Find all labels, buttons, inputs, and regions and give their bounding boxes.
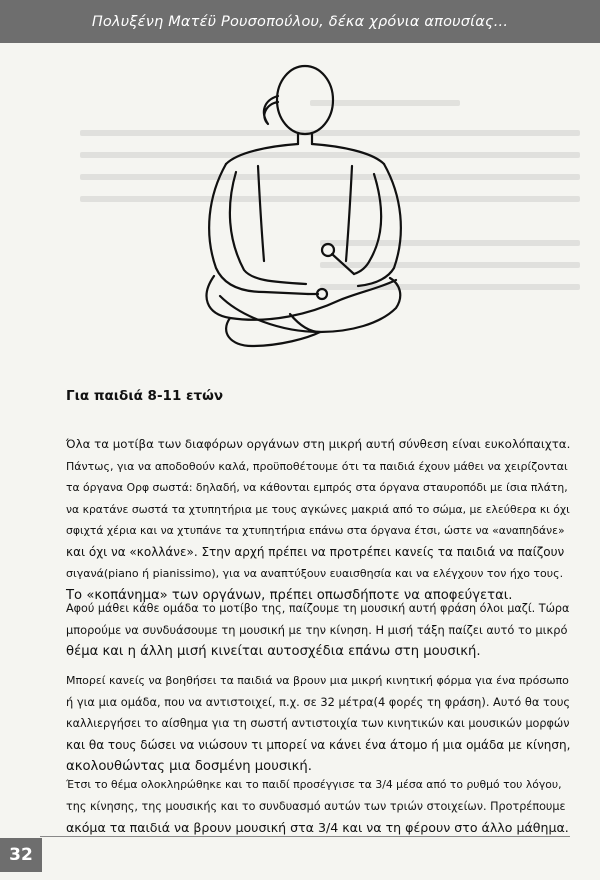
paragraph-line: να κρατάνε σωστά τα χτυπητήρια με τους αγκώνες μακριά από το σώμα, με ελεύθερα κι όχι <box>66 502 570 516</box>
paragraph-line: καλλιεργήσει το αίσθημα για τη σωστή αντιστοιχία των κινητικών και μουσικών μορφών <box>66 717 570 730</box>
seated-child-with-mallets-drawing-icon <box>190 56 420 356</box>
paragraph-2 <box>66 598 570 663</box>
running-header <box>0 0 600 43</box>
paragraph-line: Όλα τα μοτίβα των διαφόρων οργάνων στη μικρή αυτή σύνθεση είναι ευκολόπαιχτα. <box>66 437 571 451</box>
paragraph-line: σιγανά(piano ή pianissimo), για να αναπτύξουν ευαισθησία και να ελέγχουν τον ήχο τους. <box>66 567 564 580</box>
paragraph-line: ή για μια ομάδα, που να αντιστοιχεί, π.χ. σε 32 μέτρα(4 φορές τη φράση). Αυτό θα τους <box>66 694 571 709</box>
paragraph-line: Έτσι το θέμα ολοκληρώθηκε και το παιδί προσέγγισε τα 3/4 μέσα από το ρυθμό του λόγου, <box>66 778 562 791</box>
paragraph-line: Το «κοπάνημα» των οργάνων, πρέπει οπωσδήποτε να αποφεύγεται. <box>66 587 513 603</box>
section-heading: Για παιδιά 8-11 ετών <box>66 388 224 404</box>
paragraph-line: Πάντως, για να αποδοθούν καλά, προϋποθέτουμε ότι τα παιδιά έχουν μάθει να χειρίζονται <box>66 459 568 473</box>
paragraph-line: θέμα και η άλλη μισή κινείται αυτοσχέδια επάνω στη μουσική. <box>66 644 481 659</box>
paragraph-line: ακόμα τα παιδιά να βρουν μουσική στα 3/4 και να τη φέρουν στο άλλο μάθημα. <box>66 820 569 835</box>
paragraph-line: Αφού μάθει κάθε ομάδα το μοτίβο της, παίζουμε τη μουσική αυτή φράση όλοι μαζί. Τώρα <box>66 602 570 615</box>
page-number <box>0 838 42 872</box>
paragraph-line: τα όργανα Ορφ σωστά: δηλαδή, να κάθονται εμπρός στα όργανα σταυροπόδι με ίσια πλάτη, <box>66 481 568 494</box>
paragraph-line: μπορούμε να συνδυάσουμε τη μουσική με την κίνηση. Η μισή τάξη παίζει αυτό το μικρό <box>66 622 568 637</box>
paragraph-line: και όχι να «κολλάνε». Στην αρχή πρέπει να προτρέπει κανείς τα παιδιά να παίζουν <box>66 544 565 559</box>
footer-rule <box>40 836 570 837</box>
running-header-title: Πολυξένη Ματέϋ Ρουσοπούλου, δέκα χρόνια απουσίας... <box>91 13 509 30</box>
paragraph-line: Μπορεί κανείς να βοηθήσει τα παιδιά να βρουν μια μικρή κινητική φόρμα για ένα πρόσωπο <box>66 674 569 687</box>
paragraph-line: της κίνησης, της μουσικής και το συνδυασμό αυτών των τριών στοιχείων. Προτρέπουμε <box>66 799 566 813</box>
paragraph-line: ακολουθώντας μια δοσμένη μουσική. <box>66 759 312 774</box>
paragraph-4 <box>66 774 570 839</box>
paragraph-line: σφιχτά χέρια και να χτυπάνε τα χτυπητήρια επάνω στα όργανα έτσι, ώστε να «αναπηδάνε» <box>66 524 565 537</box>
paragraph-3 <box>66 670 570 778</box>
paragraph-line: και θα τους δώσει να νιώσουν τι μπορεί να κάνει ένα άτομο ή μια ομάδα με κίνηση, <box>66 737 571 752</box>
paragraph-1 <box>66 434 570 606</box>
page-number-text: 32 <box>9 845 33 865</box>
